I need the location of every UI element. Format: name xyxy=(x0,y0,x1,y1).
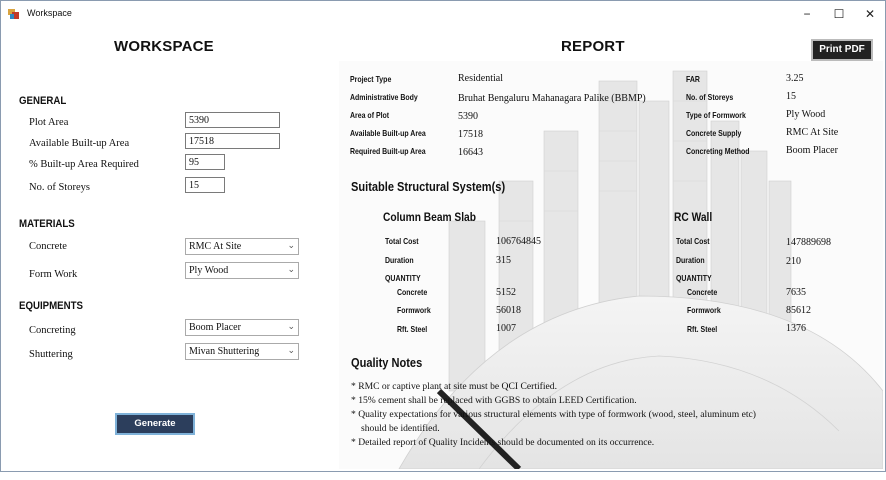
concreting-method-value: Boom Placer xyxy=(786,145,838,156)
cbs-quantity-key: QUANTITY xyxy=(385,273,421,283)
built-up-pct-input[interactable]: 95 xyxy=(185,154,225,170)
chevron-down-icon: ⌄ xyxy=(287,241,295,251)
structural-systems-title: Suitable Structural System(s) xyxy=(351,179,506,194)
quality-note-1: * RMC or captive plant at site must be QCI Certified. xyxy=(351,381,557,392)
cbs-formwork-key: Formwork xyxy=(397,305,431,315)
formwork-label: Form Work xyxy=(29,269,78,280)
rcw-steel-key: Rft. Steel xyxy=(687,324,718,334)
workspace-heading: WORKSPACE xyxy=(114,38,214,55)
cbs-steel-key: Rft. Steel xyxy=(397,324,428,334)
far-key: FAR xyxy=(686,74,700,84)
built-up-area-label: Available Built-up Area xyxy=(29,138,130,149)
required-built-up-key: Required Built-up Area xyxy=(350,146,426,156)
formwork-select-value: Ply Wood xyxy=(189,265,229,276)
chevron-down-icon: ⌄ xyxy=(287,265,295,275)
rcw-formwork-key: Formwork xyxy=(687,305,721,315)
report-heading: REPORT xyxy=(561,38,625,55)
concrete-supply-key: Concrete Supply xyxy=(686,128,742,138)
concreting-method-key: Concreting Method xyxy=(686,146,750,156)
cbs-total-cost-value: 106764845 xyxy=(496,236,541,247)
shuttering-select-value: Mivan Shuttering xyxy=(189,346,260,357)
chevron-down-icon: ⌄ xyxy=(287,322,295,332)
cbs-duration-value: 315 xyxy=(496,255,511,266)
minimize-button[interactable]: − xyxy=(803,7,811,21)
formwork-type-value: Ply Wood xyxy=(786,109,826,120)
shuttering-select[interactable] xyxy=(185,343,299,360)
concrete-select[interactable] xyxy=(185,238,299,255)
concreting-select[interactable] xyxy=(185,319,299,336)
rcw-concrete-key: Concrete xyxy=(687,287,718,297)
rcw-concrete-value: 7635 xyxy=(786,287,806,298)
plot-area-value: 5390 xyxy=(458,111,478,122)
rcw-duration-key: Duration xyxy=(676,255,705,265)
formwork-type-key: Type of Formwork xyxy=(686,110,746,120)
concrete-supply-value: RMC At Site xyxy=(786,127,839,138)
shuttering-label: Shuttering xyxy=(29,349,73,360)
storeys-value: 15 xyxy=(786,91,796,102)
project-type-value: Residential xyxy=(458,73,503,84)
cbs-concrete-value: 5152 xyxy=(496,287,516,298)
quality-note-3: * Quality expectations for various structural elements with type of formwork (wood, steel, aluminum etc) xyxy=(351,409,756,420)
building-background-image xyxy=(339,61,883,469)
quality-note-2: * 15% cement shall be replaced with GGBS to obtain LEED Certification. xyxy=(351,395,637,406)
storeys-label: No. of Storeys xyxy=(29,182,90,193)
required-built-up-value: 16643 xyxy=(458,147,483,158)
plot-area-key: Area of Plot xyxy=(350,110,390,120)
general-section-title: GENERAL xyxy=(19,95,67,107)
concreting-select-value: Boom Placer xyxy=(189,322,241,333)
concreting-label: Concreting xyxy=(29,325,76,336)
storeys-key: No. of Storeys xyxy=(686,92,734,102)
quality-note-4: * Detailed report of Quality Incidents should be documented on its occurrence. xyxy=(351,437,655,448)
rcw-total-cost-value: 147889698 xyxy=(786,237,831,248)
project-type-key: Project Type xyxy=(350,74,392,84)
formwork-select[interactable] xyxy=(185,262,299,279)
title-bar xyxy=(1,1,885,29)
equipments-section-title: EQUIPMENTS xyxy=(19,300,84,312)
admin-body-value: Bruhat Bengaluru Mahanagara Palike (BBMP) xyxy=(458,93,646,104)
available-built-up-value: 17518 xyxy=(458,129,483,140)
rcw-title: RC Wall xyxy=(674,210,713,224)
built-up-area-input[interactable]: 17518 xyxy=(185,133,280,149)
admin-body-key: Administrative Body xyxy=(350,92,418,102)
quality-note-3-cont: should be identified. xyxy=(361,423,440,434)
chevron-down-icon: ⌄ xyxy=(287,346,295,356)
cbs-steel-value: 1007 xyxy=(496,323,516,334)
window-title: Workspace xyxy=(27,8,72,18)
cbs-duration-key: Duration xyxy=(385,255,414,265)
cbs-title: Column Beam Slab xyxy=(383,210,476,224)
concrete-label: Concrete xyxy=(29,241,67,252)
rcw-quantity-key: QUANTITY xyxy=(676,273,712,283)
close-button[interactable]: ✕ xyxy=(864,7,876,21)
far-value: 3.25 xyxy=(786,73,804,84)
maximize-button[interactable]: ☐ xyxy=(833,7,845,21)
cbs-formwork-value: 56018 xyxy=(496,305,521,316)
cbs-total-cost-key: Total Cost xyxy=(385,236,419,246)
available-built-up-key: Available Built-up Area xyxy=(350,128,426,138)
materials-section-title: MATERIALS xyxy=(19,218,75,230)
rcw-duration-value: 210 xyxy=(786,256,801,267)
plot-area-label: Plot Area xyxy=(29,117,69,128)
rcw-formwork-value: 85612 xyxy=(786,305,811,316)
print-pdf-button[interactable]: Print PDF xyxy=(811,39,873,61)
cbs-concrete-key: Concrete xyxy=(397,287,428,297)
quality-notes-title: Quality Notes xyxy=(351,355,423,370)
rcw-steel-value: 1376 xyxy=(786,323,806,334)
concrete-select-value: RMC At Site xyxy=(189,241,242,252)
built-up-pct-label: % Built-up Area Required xyxy=(29,159,139,170)
generate-button[interactable]: Generate xyxy=(115,413,195,435)
app-icon xyxy=(8,8,20,20)
rcw-total-cost-key: Total Cost xyxy=(676,236,710,246)
storeys-input[interactable]: 15 xyxy=(185,177,225,193)
plot-area-input[interactable]: 5390 xyxy=(185,112,280,128)
